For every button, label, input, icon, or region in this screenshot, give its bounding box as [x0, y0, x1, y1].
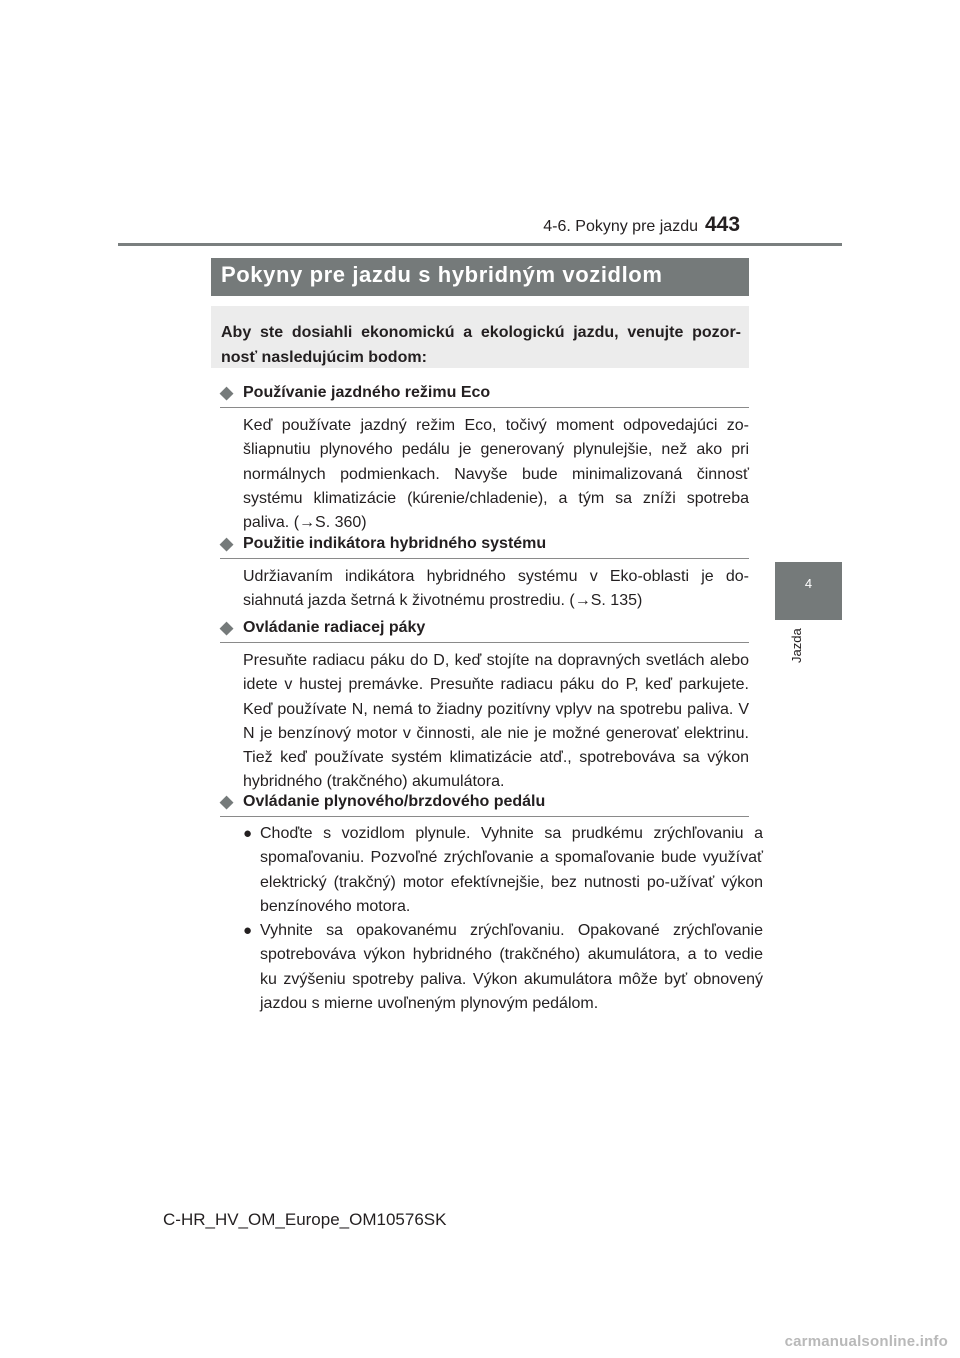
page-number: 443 [705, 213, 741, 236]
section-title-bar [211, 258, 749, 296]
intro-text: Aby ste dosiahli ekonomickú a ekologickú jazdu, venujte pozor-nosť nasledujúcim bodom: [221, 324, 741, 366]
section-pedal-control [220, 790, 763, 1012]
section-shift-lever [220, 616, 749, 791]
bullet-icon: ● [243, 825, 253, 842]
watermark: carmanualsonline.info [784, 1333, 948, 1350]
chapter-tab-label: Jazda [789, 628, 804, 663]
diamond-icon: ◆ [220, 383, 234, 402]
diamond-icon: ◆ [220, 534, 234, 553]
section-heading-text: Použitie indikátora hybridného systému [243, 535, 547, 552]
section-heading [220, 381, 749, 408]
page-title: Pokyny pre jazdu s hybridným vozidlom [221, 262, 663, 287]
diamond-icon: ◆ [220, 792, 234, 811]
bullet-text: Choďte s vozidlom plynule. Vyhnite sa prudkému zrýchľovaniu a spomaľovaniu. Pozvoľné zrýchľovanie a spomaľovanie bude využívať elektrický (trakčný) motor efektívnejšie, bez nutnosti po-užívať výkon benzínového motora. [260, 825, 763, 915]
document-code: C-HR_HV_OM_Europe_OM10576SK [163, 1210, 447, 1229]
section-paragraph: Presuňte radiacu páku do D, keď stojíte na dopravných svetlách alebo idete v hustej premávke. Presuňte radiacu páku do P, keď parkujete. Keď používate N, nemá to žiadny pozitívny vplyv na spotrebu paliva. V N je benzínový motor v činnosti, ale nie je možné generovať elektrinu. Tiež keď používate systém klimatizácie atď., spotrebováva sa výkon hybridného (trakčného) akumulátora. [243, 652, 749, 791]
chapter-tab [775, 562, 842, 620]
section-heading-text: Ovládanie plynového/brzdového pedálu [243, 793, 546, 810]
bullet-icon: ● [243, 922, 253, 939]
section-heading-text: Ovládanie radiacej páky [243, 619, 426, 636]
diamond-icon: ◆ [220, 618, 234, 637]
section-paragraph: Udržiavaním indikátora hybridného systému v Eko-oblasti je do-siahnutá jazda šetrná k životnému prostrediu. (→S. 135) [243, 568, 749, 610]
section-heading [220, 616, 749, 643]
bullet-text: Vyhnite sa opakovanému zrýchľovaniu. Opakované zrýchľovanie spotrebováva výkon hybridného (trakčného) akumulátora, a to vedie ku zvýšeniu spotreby paliva. Výkon akumulátora môže byť obnovený jazdou s mierne uvoľneným plynovým pedálom. [260, 922, 763, 1012]
chapter-reference: 4-6. Pokyny pre jazdu [543, 218, 698, 235]
section-eco-mode [220, 381, 749, 532]
section-paragraph: Keď používate jazdný režim Eco, točivý moment odpovedajúci zo-šliapnutiu plynového pedálu je generovaný plynulejšie, než ako pri normálnych podmienkach. Navyše bude minimalizovaná činnosť systému klimatizácie (kúrenie/chladenie), a tým sa zníži spotreba paliva. (→S. 360) [243, 417, 749, 532]
section-heading-text: Používanie jazdného režimu Eco [243, 384, 491, 401]
chapter-tab-number: 4 [804, 576, 813, 591]
intro-box [211, 306, 749, 368]
section-heading [220, 790, 749, 817]
section-hybrid-indicator [220, 532, 749, 610]
header-divider [118, 243, 842, 246]
section-heading [220, 532, 749, 559]
